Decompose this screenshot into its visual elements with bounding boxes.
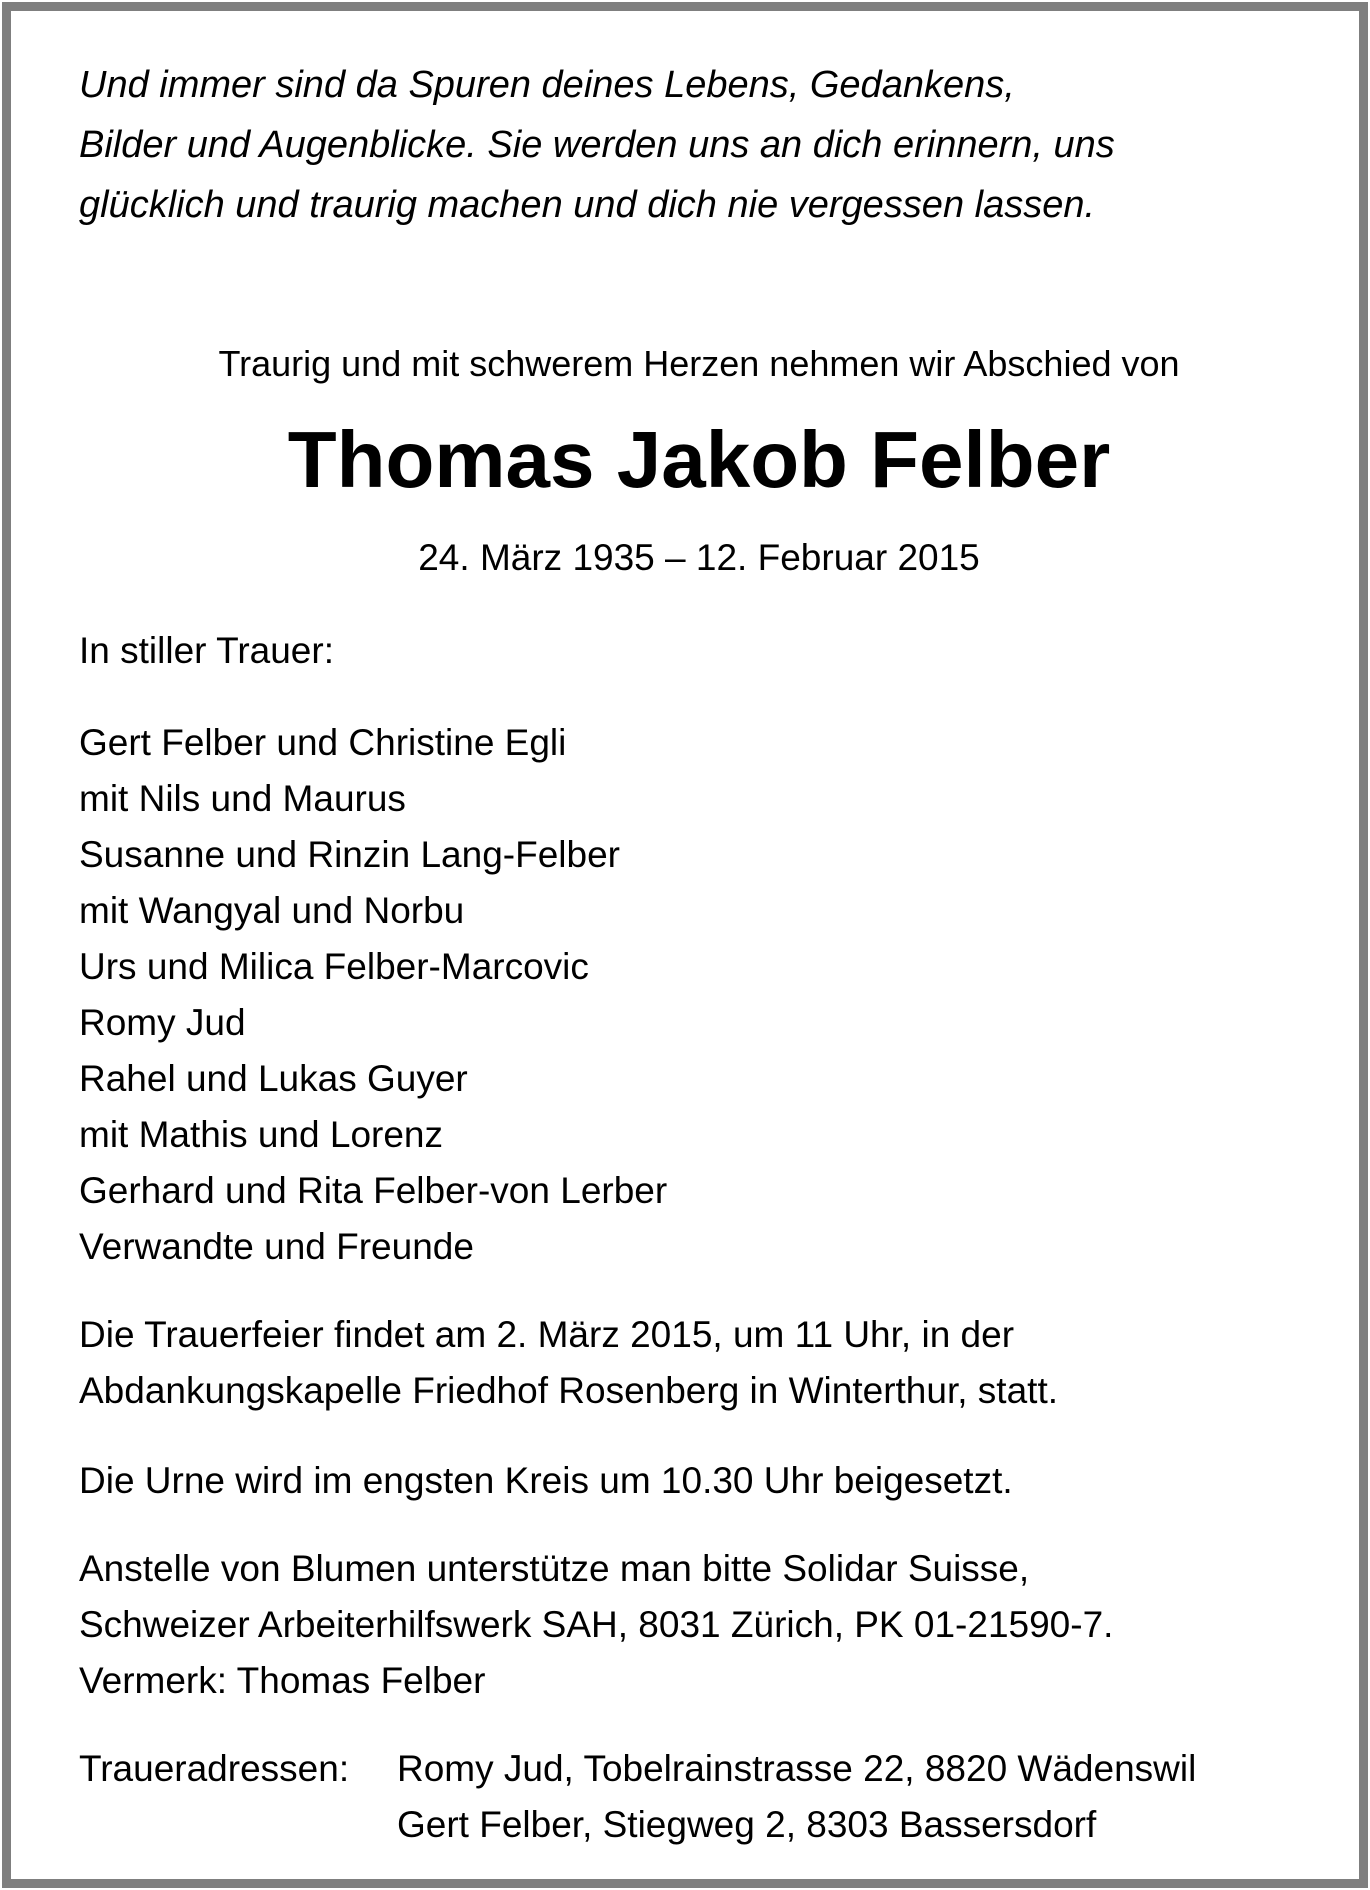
quote-line: Bilder und Augenblicke. Sie werden uns an dich erinnern, uns xyxy=(79,124,1115,166)
obituary-frame xyxy=(2,2,1368,1888)
addresses-label: Traueradressen: xyxy=(79,1748,350,1789)
life-dates: 24. März 1935 – 12. Februar 2015 xyxy=(418,537,980,578)
mourning-heading-text: In stiller Trauer: xyxy=(79,630,334,671)
mourner-line: mit Mathis und Lorenz xyxy=(79,1114,444,1155)
mourner-line: Rahel und Lukas Guyer xyxy=(79,1058,468,1099)
donation-line: Anstelle von Blumen unterstütze man bitte Solidar Suisse, xyxy=(79,1548,1030,1589)
mourner-line: Gert Felber und Christine Egli xyxy=(79,722,567,763)
address-row xyxy=(79,1741,1196,1797)
quote-line: Und immer sind da Spuren deines Lebens, Gedankens, xyxy=(79,64,1015,106)
farewell-intro: Traurig und mit schwerem Herzen nehmen wir Abschied von xyxy=(218,343,1180,384)
mourner-line: mit Wangyal und Norbu xyxy=(79,890,465,931)
donation-line: Vermerk: Thomas Felber xyxy=(79,1660,486,1701)
service-line: Abdankungskapelle Friedhof Rosenberg in Winterthur, statt. xyxy=(79,1370,1059,1411)
mourning-heading xyxy=(79,623,334,679)
mourner-line: Romy Jud xyxy=(79,1002,246,1043)
mourner-line: Verwandte und Freunde xyxy=(79,1226,474,1267)
address-row xyxy=(79,1797,1196,1853)
mourner-line: Susanne und Rinzin Lang-Felber xyxy=(79,834,620,875)
mourner-line: mit Nils und Maurus xyxy=(79,778,406,819)
memorial-quote xyxy=(79,55,1115,235)
donation-line: Schweizer Arbeiterhilfswerk SAH, 8031 Zürich, PK 01-21590-7. xyxy=(79,1604,1114,1645)
quote-line: glücklich und traurig machen und dich nie vergessen lassen. xyxy=(79,184,1096,226)
mourning-addresses xyxy=(79,1741,1196,1853)
donation-info xyxy=(79,1541,1113,1709)
service-line: Die Trauerfeier findet am 2. März 2015, um 11 Uhr, in der xyxy=(79,1314,1015,1355)
service-info xyxy=(79,1307,1058,1419)
mourner-line: Urs und Milica Felber-Marcovic xyxy=(79,946,589,987)
urn-info xyxy=(79,1453,1013,1509)
mourner-line: Gerhard und Rita Felber-von Lerber xyxy=(79,1170,668,1211)
address-line: Romy Jud, Tobelrainstrasse 22, 8820 Wädenswil xyxy=(397,1748,1197,1789)
urn-line: Die Urne wird im engsten Kreis um 10.30 Uhr beigesetzt. xyxy=(79,1460,1013,1501)
address-line: Gert Felber, Stiegweg 2, 8303 Bassersdorf xyxy=(397,1804,1097,1845)
deceased-name: Thomas Jakob Felber xyxy=(287,415,1111,504)
mourners-list xyxy=(79,715,667,1275)
addresses-label-spacer xyxy=(79,1797,397,1853)
